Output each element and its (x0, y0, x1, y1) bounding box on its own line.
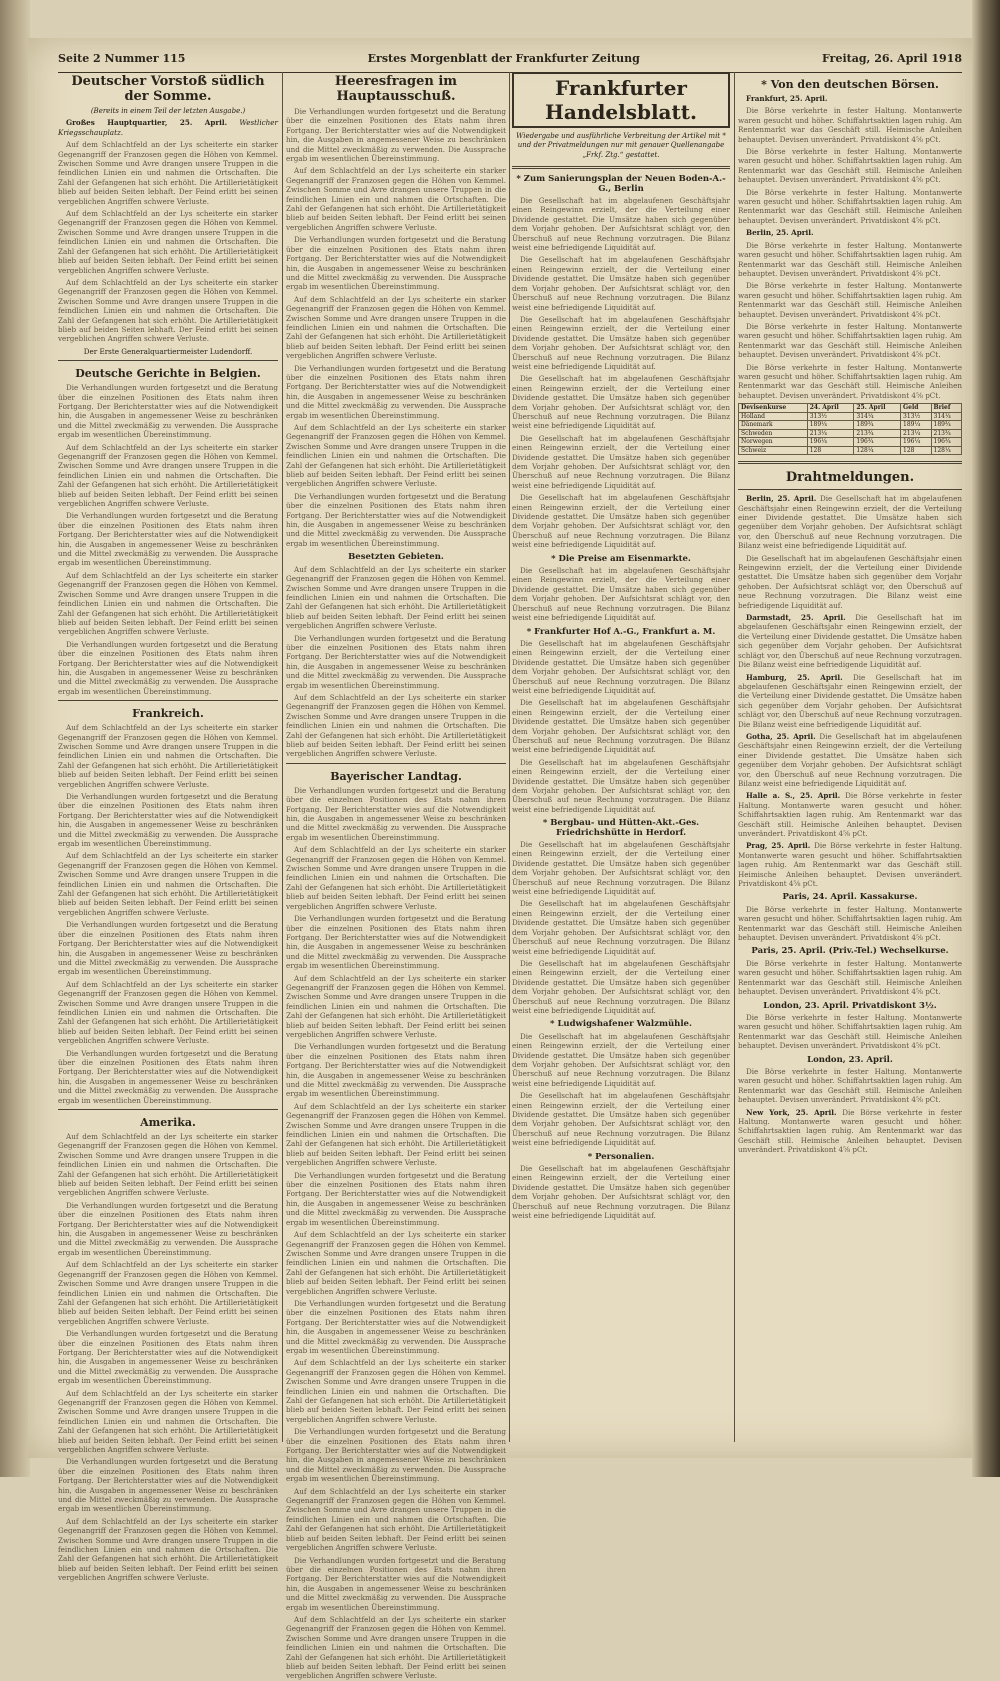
table-header-cell: Brief (931, 404, 962, 413)
article-body: Die Verhandlungen wurden fortgesetzt und die Beratung über die einzelnen Positionen des Etats nahm ihren Fortgang. Der Berichterstatter wies auf die Notwendigkeit hin, die Ausgaben in angemessener Weise zu beschränken und die Mittel zweckmäßig zu verwenden. Die Aussprache ergab im wesentlichen Übereinstimmung. (286, 1555, 506, 1612)
divider (738, 489, 962, 490)
divider (58, 700, 278, 701)
header-masthead: Erstes Morgenblatt der Frankfurter Zeitung (367, 52, 640, 65)
article-body: Auf dem Schlachtfeld an der Lys scheiterte ein starker Gegenangriff der Franzosen gegen die Höhen von Kemmel. Zwischen Somme und Avre drangen unsere Truppen in die feindlichen Linien ein und nahmen die Ortschaften. Die Zahl der Gefangenen hat sich erhöht. Die Artillerietätigkeit blieb auf beiden Seiten lebhaft. Der Feind erlitt bei seinen vergeblichen Angriffen schwere Verluste. (286, 423, 506, 489)
article-body: Die Gesellschaft hat im abgelaufenen Geschäftsjahr einen Reingewinn erzielt, der die Verteilung einer Dividende gestattet. Die Umsätze haben sich gegenüber dem Vorjahr gehoben. Der Aufsichtsrat schlägt vor, den Überschuß auf neue Rechnung vorzutragen. Die Bilanz weist eine befriedigende Liquidität auf. (512, 958, 730, 1015)
table-cell: 189¾ (854, 421, 901, 430)
article-body: Die Gesellschaft hat im abgelaufenen Geschäftsjahr einen Reingewinn erzielt, der die Verteilung einer Dividende gestattet. Die Umsätze haben sich gegenüber dem Vorjahr gehoben. Der Aufsichtsrat schlägt vor, den Überschuß auf neue Rechnung vorzutragen. Die Bilanz weist eine befriedigende Liquidität auf. (512, 840, 730, 897)
article-body: Die Gesellschaft hat im abgelaufenen Geschäftsjahr einen Reingewinn erzielt, der die Verteilung einer Dividende gestattet. Die Umsätze haben sich gegenüber dem Vorjahr gehoben. Der Aufsichtsrat schlägt vor, den Überschuß auf neue Rechnung vorzutragen. Die Bilanz weist eine befriedigende Liquidität auf. (512, 314, 730, 371)
wire-item: Halle a. S., 25. April. Die Börse verkehrte in fester Haltung. Montanwerte waren gesucht und höher. Schiffahrtsaktien lagen ruhig. Am Rentenmarkt war das Geschäft still. Heimische Anleihen behauptet. Devisen unverändert. Privatdiskont 4⅝ pCt. (738, 791, 962, 838)
article-body: Auf dem Schlachtfeld an der Lys scheiterte ein starker Gegenangriff der Franzosen gegen die Höhen von Kemmel. Zwischen Somme und Avre drangen unsere Truppen in die feindlichen Linien ein und nahmen die Ortschaften. Die Zahl der Gefangenen hat sich erhöht. Die Artillerietätigkeit blieb auf beiden Seiten lebhaft. Der Feind erlitt bei seinen vergeblichen Angriffen schwere Verluste. (286, 845, 506, 911)
column-4 (738, 72, 962, 1442)
table-cell: 314¼ (931, 412, 962, 421)
table-cell: 189¼ (807, 421, 854, 430)
table-row (739, 446, 962, 455)
article-body: Auf dem Schlachtfeld an der Lys scheiterte ein starker Gegenangriff der Franzosen gegen die Höhen von Kemmel. Zwischen Somme und Avre drangen unsere Truppen in die feindlichen Linien ein und nahmen die Ortschaften. Die Zahl der Gefangenen hat sich erhöht. Die Artillerietätigkeit blieb auf beiden Seiten lebhaft. Der Feind erlitt bei seinen vergeblichen Angriffen schwere Verluste. (286, 1230, 506, 1296)
article-body: Die Gesellschaft hat im abgelaufenen Geschäftsjahr einen Reingewinn erzielt, der die Verteilung einer Dividende gestattet. Die Umsätze haben sich gegenüber dem Vorjahr gehoben. Der Aufsichtsrat schlägt vor, den Überschuß auf neue Rechnung vorzutragen. Die Bilanz weist eine befriedigende Liquidität auf. (512, 899, 730, 956)
article-body: Die Gesellschaft hat im abgelaufenen Geschäftsjahr einen Reingewinn erzielt, der die Verteilung einer Dividende gestattet. Die Umsätze haben sich gegenüber dem Vorjahr gehoben. Der Aufsichtsrat schlägt vor, den Überschuß auf neue Rechnung vorzutragen. Die Bilanz weist eine befriedigende Liquidität auf. (738, 553, 962, 610)
article-body: Die Börse verkehrte in fester Haltung. Montanwerte waren gesucht und höher. Schiffahrtsaktien lagen ruhig. Am Rentenmarkt war das Geschäft still. Heimische Anleihen behauptet. Devisen unverändert. Privatdiskont 4⅝ pCt. (738, 187, 962, 225)
table-cell: 128¼ (854, 446, 901, 455)
item-heading: * Die Preise am Eisenmarkte. (551, 553, 691, 564)
section-headline: Drahtmeldungen. (785, 470, 915, 486)
article-body: Die Verhandlungen wurden fortgesetzt und die Beratung über die einzelnen Positionen des Etats nahm ihren Fortgang. Der Berichterstatter wies auf die Notwendigkeit hin, die Ausgaben in angemessener Weise zu beschränken und die Mittel zweckmäßig zu verwenden. Die Aussprache ergab im wesentlichen Übereinstimmung. (286, 235, 506, 292)
article-body: Die Gesellschaft hat im abgelaufenen Geschäftsjahr einen Reingewinn erzielt, der die Verteilung einer Dividende gestattet. Die Umsätze haben sich gegenüber dem Vorjahr gehoben. Der Aufsichtsrat schlägt vor, den Überschuß auf neue Rechnung vorzutragen. Die Bilanz weist eine befriedigende Liquidität auf. (512, 255, 730, 312)
wire-item: New York, 25. April. Die Börse verkehrte in fester Haltung. Montanwerte waren gesucht und höher. Schiffahrtsaktien lagen ruhig. Am Rentenmarkt war das Geschäft still. Heimische Anleihen behauptet. Devisen unverändert. Privatdiskont 4⅝ pCt. (738, 1107, 962, 1155)
article-body: Auf dem Schlachtfeld an der Lys scheiterte ein starker Gegenangriff der Franzosen gegen die Höhen von Kemmel. Zwischen Somme und Avre drangen unsere Truppen in die feindlichen Linien ein und nahmen die Ortschaften. Die Zahl der Gefangenen hat sich erhöht. Die Artillerietätigkeit blieb auf beiden Seiten lebhaft. Der Feind erlitt bei seinen vergeblichen Angriffen schwere Verluste. (58, 1260, 278, 1326)
table-cell: Schweden (739, 429, 808, 438)
table-header-row (739, 404, 962, 413)
wire-item: Darmstadt, 25. April. Die Gesellschaft hat im abgelaufenen Geschäftsjahr einen Reingewinn erzielt, der die Verteilung einer Dividende gestattet. Die Umsätze haben sich gegenüber dem Vorjahr gehoben. Der Aufsichtsrat schlägt vor, den Überschuß auf neue Rechnung vorzutragen. Die Bilanz weist eine befriedigende Liquidität auf. (738, 613, 962, 670)
article-body: Auf dem Schlachtfeld an der Lys scheiterte ein starker Gegenangriff der Franzosen gegen die Höhen von Kemmel. Zwischen Somme und Avre drangen unsere Truppen in die feindlichen Linien ein und nahmen die Ortschaften. Die Zahl der Gefangenen hat sich erhöht. Die Artillerietätigkeit blieb auf beiden Seiten lebhaft. Der Feind erlitt bei seinen vergeblichen Angriffen schwere Verluste. (58, 979, 278, 1046)
article-body: Die Börse verkehrte in fester Haltung. Montanwerte waren gesucht und höher. Schiffahrtsaktien lagen ruhig. Am Rentenmarkt war das Geschäft still. Heimische Anleihen behauptet. Devisen unverändert. Privatdiskont 4⅝ pCt. (738, 321, 962, 360)
divider (286, 763, 506, 764)
wire-item: Prag, 25. April. Die Börse verkehrte in fester Haltung. Montanwerte waren gesucht und höher. Schiffahrtsaktien lagen ruhig. Am Rentenmarkt war das Geschäft still. Heimische Anleihen behauptet. Devisen unverändert. Privatdiskont 4⅝ pCt. (738, 841, 962, 889)
section-subtitle: Wiedergabe und ausführliche Verbreitung der Artikel mit * und der Privatmeldungen nur mit genauer Quellenangabe „Frkf. Ztg.“ gestattet. (516, 132, 726, 159)
table-cell: 196¼ (901, 438, 931, 447)
article-body: Die Gesellschaft hat im abgelaufenen Geschäftsjahr einen Reingewinn erzielt, der die Verteilung einer Dividende gestattet. Die Umsätze haben sich gegenüber dem Vorjahr gehoben. Der Aufsichtsrat schlägt vor, den Überschuß auf neue Rechnung vorzutragen. Die Bilanz weist eine befriedigende Liquidität auf. (512, 698, 730, 755)
table-cell: 196¼ (807, 438, 854, 447)
article-body: Auf dem Schlachtfeld an der Lys scheiterte ein starker Gegenangriff der Franzosen gegen die Höhen von Kemmel. Zwischen Somme und Avre drangen unsere Truppen in die feindlichen Linien ein und nahmen die Ortschaften. Die Zahl der Gefangenen hat sich erhöht. Die Artillerietätigkeit blieb auf beiden Seiten lebhaft. Der Feind erlitt bei seinen vergeblichen Angriffen schwere Verluste. (58, 1388, 278, 1454)
table-cell: 196¾ (854, 438, 901, 447)
section-title: Frankfurter Handelsblatt. (512, 72, 730, 128)
item-heading: * Personalien. (587, 1151, 655, 1162)
article-headline: Deutsche Gerichte in Belgien. (75, 367, 261, 381)
table-row (739, 421, 962, 430)
column-2 (286, 72, 506, 1681)
article-body: Die Verhandlungen wurden fortgesetzt und die Beratung über die einzelnen Positionen des Etats nahm ihren Fortgang. Der Berichterstatter wies auf die Notwendigkeit hin, die Ausgaben in angemessener Weise zu beschränken und die Mittel zweckmäßig zu verwenden. Die Aussprache ergab im wesentlichen Übereinstimmung. (58, 639, 278, 696)
table-cell: 128¼ (931, 446, 962, 455)
table-cell: Holland (739, 412, 808, 421)
article-body: Die Verhandlungen wurden fortgesetzt und die Beratung über die einzelnen Positionen des Etats nahm ihren Fortgang. Der Berichterstatter wies auf die Notwendigkeit hin, die Ausgaben in angemessener Weise zu beschränken und die Mittel zweckmäßig zu verwenden. Die Aussprache ergab im wesentlichen Übereinstimmung. (58, 1329, 278, 1386)
article-body: Auf dem Schlachtfeld an der Lys scheiterte ein starker Gegenangriff der Franzosen gegen die Höhen von Kemmel. Zwischen Somme und Avre drangen unsere Truppen in die feindlichen Linien ein und nahmen die Ortschaften. Die Zahl der Gefangenen hat sich erhöht. Die Artillerietätigkeit blieb auf beiden Seiten lebhaft. Der Feind erlitt bei seinen vergeblichen Angriffen schwere Verluste. (286, 1358, 506, 1424)
article-body: Auf dem Schlachtfeld an der Lys scheiterte ein starker Gegenangriff der Franzosen gegen die Höhen von Kemmel. Zwischen Somme und Avre drangen unsere Truppen in die feindlichen Linien ein und nahmen die Ortschaften. Die Zahl der Gefangenen hat sich erhöht. Die Artillerietätigkeit blieb auf beiden Seiten lebhaft. Der Feind erlitt bei seinen vergeblichen Angriffen schwere Verluste. (58, 209, 278, 275)
article-body: Die Verhandlungen wurden fortgesetzt und die Beratung über die einzelnen Positionen des Etats nahm ihren Fortgang. Der Berichterstatter wies auf die Notwendigkeit hin, die Ausgaben in angemessener Weise zu beschränken und die Mittel zweckmäßig zu verwenden. Die Aussprache ergab im wesentlichen Übereinstimmung. (286, 785, 506, 842)
table-row (739, 438, 962, 447)
page-spine-left (0, 0, 30, 1477)
table-cell: Schweiz (739, 446, 808, 455)
article-body: Auf dem Schlachtfeld an der Lys scheiterte ein starker Gegenangriff der Franzosen gegen die Höhen von Kemmel. Zwischen Somme und Avre drangen unsere Truppen in die feindlichen Linien ein und nahmen die Ortschaften. Die Zahl der Gefangenen hat sich erhöht. Die Artillerietätigkeit blieb auf beiden Seiten lebhaft. Der Feind erlitt bei seinen vergeblichen Angriffen schwere Verluste. (58, 277, 278, 344)
article-body: Auf dem Schlachtfeld an der Lys scheiterte ein starker Gegenangriff der Franzosen gegen die Höhen von Kemmel. Zwischen Somme und Avre drangen unsere Truppen in die feindlichen Linien ein und nahmen die Ortschaften. Die Zahl der Gefangenen hat sich erhöht. Die Artillerietätigkeit blieb auf beiden Seiten lebhaft. Der Feind erlitt bei seinen vergeblichen Angriffen schwere Verluste. (286, 1486, 506, 1553)
article-body: Die Verhandlungen wurden fortgesetzt und die Beratung über die einzelnen Positionen des Etats nahm ihren Fortgang. Der Berichterstatter wies auf die Notwendigkeit hin, die Ausgaben in angemessener Weise zu beschränken und die Mittel zweckmäßig zu verwenden. Die Aussprache ergab im wesentlichen Übereinstimmung. (58, 1200, 278, 1257)
table-cell: 213¼ (901, 429, 931, 438)
dateline: Frankfurt, 25. April. (746, 94, 828, 103)
table-cell: 213¾ (854, 429, 901, 438)
article-body: Die Verhandlungen wurden fortgesetzt und die Beratung über die einzelnen Positionen des Etats nahm ihren Fortgang. Der Berichterstatter wies auf die Notwendigkeit hin, die Ausgaben in angemessener Weise zu beschränken und die Mittel zweckmäßig zu verwenden. Die Aussprache ergab im wesentlichen Übereinstimmung. (58, 920, 278, 977)
item-heading: * Frankfurter Hof A.-G., Frankfurt a. M. (526, 626, 716, 637)
section-subhead: Besetzten Gebieten. (348, 552, 444, 563)
column-rule (282, 72, 283, 1442)
divider (58, 1109, 278, 1110)
article-body: Die Verhandlungen wurden fortgesetzt und die Beratung über die einzelnen Positionen des Etats nahm ihren Fortgang. Der Berichterstatter wies auf die Notwendigkeit hin, die Ausgaben in angemessener Weise zu beschränken und die Mittel zweckmäßig zu verwenden. Die Aussprache ergab im wesentlichen Übereinstimmung. (58, 511, 278, 568)
table-cell: Norwegen (739, 438, 808, 447)
table-cell: 213¾ (931, 429, 962, 438)
table-header-cell: 24. April (807, 404, 854, 413)
article-body: Die Verhandlungen wurden fortgesetzt und die Beratung über die einzelnen Positionen des Etats nahm ihren Fortgang. Der Berichterstatter wies auf die Notwendigkeit hin, die Ausgaben in angemessener Weise zu beschränken und die Mittel zweckmäßig zu verwenden. Die Aussprache ergab im wesentlichen Übereinstimmung. (286, 1298, 506, 1355)
article-body: Die Verhandlungen wurden fortgesetzt und die Beratung über die einzelnen Positionen des Etats nahm ihren Fortgang. Der Berichterstatter wies auf die Notwendigkeit hin, die Ausgaben in angemessener Weise zu beschränken und die Mittel zweckmäßig zu verwenden. Die Aussprache ergab im wesentlichen Übereinstimmung. (286, 1170, 506, 1227)
article-body: Auf dem Schlachtfeld an der Lys scheiterte ein starker Gegenangriff der Franzosen gegen die Höhen von Kemmel. Zwischen Somme und Avre drangen unsere Truppen in die feindlichen Linien ein und nahmen die Ortschaften. Die Zahl der Gefangenen hat sich erhöht. Die Artillerietätigkeit blieb auf beiden Seiten lebhaft. Der Feind erlitt bei seinen vergeblichen Angriffen schwere Verluste. (286, 294, 506, 361)
article-body: Die Börse verkehrte in fester Haltung. Montanwerte waren gesucht und höher. Schiffahrtsaktien lagen ruhig. Am Rentenmarkt war das Geschäft still. Heimische Anleihen behauptet. Devisen unverändert. Privatdiskont 4⅝ pCt. (738, 904, 962, 943)
page-header (58, 52, 962, 73)
table-header-cell: 25. April (854, 404, 901, 413)
article-body: Auf dem Schlachtfeld an der Lys scheiterte ein starker Gegenangriff der Franzosen gegen die Höhen von Kemmel. Zwischen Somme und Avre drangen unsere Truppen in die feindlichen Linien ein und nahmen die Ortschaften. Die Zahl der Gefangenen hat sich erhöht. Die Artillerietätigkeit blieb auf beiden Seiten lebhaft. Der Feind erlitt bei seinen vergeblichen Angriffen schwere Verluste. (286, 1614, 506, 1681)
article-body: Die Verhandlungen wurden fortgesetzt und die Beratung über die einzelnen Positionen des Etats nahm ihren Fortgang. Der Berichterstatter wies auf die Notwendigkeit hin, die Ausgaben in angemessener Weise zu beschränken und die Mittel zweckmäßig zu verwenden. Die Aussprache ergab im wesentlichen Übereinstimmung. (286, 107, 506, 164)
table-cell: 213¼ (807, 429, 854, 438)
item-heading: * Zum Sanierungsplan der Neuen Boden-A.-G., Berlin (516, 174, 726, 194)
wire-item: Gotha, 25. April. Die Gesellschaft hat im abgelaufenen Geschäftsjahr einen Reingewinn erzielt, der die Verteilung einer Dividende gestattet. Die Umsätze haben sich gegenüber dem Vorjahr gehoben. Der Aufsichtsrat schlägt vor, den Überschuß auf neue Rechnung vorzutragen. Die Bilanz weist eine befriedigende Liquidität auf. (738, 731, 963, 788)
article-body: Die Börse verkehrte in fester Haltung. Montanwerte waren gesucht und höher. Schiffahrtsaktien lagen ruhig. Am Rentenmarkt war das Geschäft still. Heimische Anleihen behauptet. Devisen unverändert. Privatdiskont 4⅝ pCt. (738, 147, 962, 185)
signature: Der Erste Generalquartiermeister Ludendorff. (83, 346, 253, 356)
table-cell: 196¾ (931, 438, 962, 447)
article-body: Auf dem Schlachtfeld an der Lys scheiterte ein starker Gegenangriff der Franzosen gegen die Höhen von Kemmel. Zwischen Somme und Avre drangen unsere Truppen in die feindlichen Linien ein und nahmen die Ortschaften. Die Zahl der Gefangenen hat sich erhöht. Die Artillerietätigkeit blieb auf beiden Seiten lebhaft. Der Feind erlitt bei seinen vergeblichen Angriffen schwere Verluste. (58, 1132, 278, 1198)
article-headline: * Von den deutschen Börsen. (761, 78, 939, 91)
article-body: Auf dem Schlachtfeld an der Lys scheiterte ein starker Gegenangriff der Franzosen gegen die Höhen von Kemmel. Zwischen Somme und Avre drangen unsere Truppen in die feindlichen Linien ein und nahmen die Ortschaften. Die Zahl der Gefangenen hat sich erhöht. Die Artillerietätigkeit blieb auf beiden Seiten lebhaft. Der Feind erlitt bei seinen vergeblichen Angriffen schwere Verluste. (286, 564, 506, 631)
article-subline: (Bereits in einem Teil der letzten Ausgabe.) (90, 107, 246, 115)
page-spine-right (972, 0, 1000, 1477)
table-cell: 313½ (901, 412, 931, 421)
article-body: Die Verhandlungen wurden fortgesetzt und die Beratung über die einzelnen Positionen des Etats nahm ihren Fortgang. Der Berichterstatter wies auf die Notwendigkeit hin, die Ausgaben in angemessener Weise zu beschränken und die Mittel zweckmäßig zu verwenden. Die Aussprache ergab im wesentlichen Übereinstimmung. (286, 491, 506, 548)
market-heading: London, 23. April. Privatdiskont 3½. (763, 1000, 937, 1011)
article-body: Die Börse verkehrte in fester Haltung. Montanwerte waren gesucht und höher. Schiffahrtsaktien lagen ruhig. Am Rentenmarkt war das Geschäft still. Heimische Anleihen behauptet. Devisen unverändert. Privatdiskont 4⅝ pCt. (738, 106, 962, 144)
article-body: Die Gesellschaft hat im abgelaufenen Geschäftsjahr einen Reingewinn erzielt, der die Verteilung einer Dividende gestattet. Die Umsätze haben sich gegenüber dem Vorjahr gehoben. Der Aufsichtsrat schlägt vor, den Überschuß auf neue Rechnung vorzutragen. Die Bilanz weist eine befriedigende Liquidität auf. (512, 433, 730, 490)
article-body: Die Gesellschaft hat im abgelaufenen Geschäftsjahr einen Reingewinn erzielt, der die Verteilung einer Dividende gestattet. Die Umsätze haben sich gegenüber dem Vorjahr gehoben. Der Aufsichtsrat schlägt vor, den Überschuß auf neue Rechnung vorzutragen. Die Bilanz weist eine befriedigende Liquidität auf. (512, 566, 730, 623)
article-body: Die Gesellschaft hat im abgelaufenen Geschäftsjahr einen Reingewinn erzielt, der die Verteilung einer Dividende gestattet. Die Umsätze haben sich gegenüber dem Vorjahr gehoben. Der Aufsichtsrat schlägt vor, den Überschuß auf neue Rechnung vorzutragen. Die Bilanz weist eine befriedigende Liquidität auf. (512, 757, 730, 814)
table-row (739, 429, 962, 438)
divider (512, 166, 730, 169)
article-body: Auf dem Schlachtfeld an der Lys scheiterte ein starker Gegenangriff der Franzosen gegen die Höhen von Kemmel. Zwischen Somme und Avre drangen unsere Truppen in die feindlichen Linien ein und nahmen die Ortschaften. Die Zahl der Gefangenen hat sich erhöht. Die Artillerietätigkeit blieb auf beiden Seiten lebhaft. Der Feind erlitt bei seinen vergeblichen Angriffen schwere Verluste. (286, 166, 506, 232)
article-body: Auf dem Schlachtfeld an der Lys scheiterte ein starker Gegenangriff der Franzosen gegen die Höhen von Kemmel. Zwischen Somme und Avre drangen unsere Truppen in die feindlichen Linien ein und nahmen die Ortschaften. Die Zahl der Gefangenen hat sich erhöht. Die Artillerietätigkeit blieb auf beiden Seiten lebhaft. Der Feind erlitt bei seinen vergeblichen Angriffen schwere Verluste. (58, 723, 278, 789)
article-body: Die Börse verkehrte in fester Haltung. Montanwerte waren gesucht und höher. Schiffahrtsaktien lagen ruhig. Am Rentenmarkt war das Geschäft still. Heimische Anleihen behauptet. Devisen unverändert. Privatdiskont 4⅝ pCt. (738, 281, 962, 319)
article-headline: Heeresfragen im Hauptausschuß. (334, 74, 458, 104)
article-body: Die Verhandlungen wurden fortgesetzt und die Beratung über die einzelnen Positionen des Etats nahm ihren Fortgang. Der Berichterstatter wies auf die Notwendigkeit hin, die Ausgaben in angemessener Weise zu beschränken und die Mittel zweckmäßig zu verwenden. Die Aussprache ergab im wesentlichen Übereinstimmung. (286, 1042, 506, 1099)
table-header-cell: Geld (901, 404, 931, 413)
article-body: Die Börse verkehrte in fester Haltung. Montanwerte waren gesucht und höher. Schiffahrtsaktien lagen ruhig. Am Rentenmarkt war das Geschäft still. Heimische Anleihen behauptet. Devisen unverändert. Privatdiskont 4⅝ pCt. (738, 362, 962, 400)
header-page-number: Seite 2 Nummer 115 (58, 52, 186, 65)
article-body: Die Verhandlungen wurden fortgesetzt und die Beratung über die einzelnen Positionen des Etats nahm ihren Fortgang. Der Berichterstatter wies auf die Notwendigkeit hin, die Ausgaben in angemessener Weise zu beschränken und die Mittel zweckmäßig zu verwenden. Die Aussprache ergab im wesentlichen Übereinstimmung. (58, 1048, 278, 1105)
article-headline: Deutscher Vorstoß südlich der Somme. (71, 74, 265, 104)
dateline: Großes Hauptquartier, 25. April. Westlicher Kriegsschauplatz. (58, 118, 278, 137)
article-body: Die Gesellschaft hat im abgelaufenen Geschäftsjahr einen Reingewinn erzielt, der die Verteilung einer Dividende gestattet. Die Umsätze haben sich gegenüber dem Vorjahr gehoben. Der Aufsichtsrat schlägt vor, den Überschuß auf neue Rechnung vorzutragen. Die Bilanz weist eine befriedigende Liquidität auf. (512, 638, 730, 695)
table-row (739, 412, 962, 421)
market-heading: Paris, 25. April. (Priv.-Tel.) Wechselkurse. (751, 946, 949, 957)
article-body: Die Verhandlungen wurden fortgesetzt und die Beratung über die einzelnen Positionen des Etats nahm ihren Fortgang. Der Berichterstatter wies auf die Notwendigkeit hin, die Ausgaben in angemessener Weise zu beschränken und die Mittel zweckmäßig zu verwenden. Die Aussprache ergab im wesentlichen Übereinstimmung. (58, 792, 278, 849)
column-rule (509, 72, 510, 1442)
article-body: Auf dem Schlachtfeld an der Lys scheiterte ein starker Gegenangriff der Franzosen gegen die Höhen von Kemmel. Zwischen Somme und Avre drangen unsere Truppen in die feindlichen Linien ein und nahmen die Ortschaften. Die Zahl der Gefangenen hat sich erhöht. Die Artillerietätigkeit blieb auf beiden Seiten lebhaft. Der Feind erlitt bei seinen vergeblichen Angriffen schwere Verluste. (58, 1516, 278, 1583)
article-body: Die Verhandlungen wurden fortgesetzt und die Beratung über die einzelnen Positionen des Etats nahm ihren Fortgang. Der Berichterstatter wies auf die Notwendigkeit hin, die Ausgaben in angemessener Weise zu beschränken und die Mittel zweckmäßig zu verwenden. Die Aussprache ergab im wesentlichen Übereinstimmung. (58, 383, 278, 440)
article-body: Die Gesellschaft hat im abgelaufenen Geschäftsjahr einen Reingewinn erzielt, der die Verteilung einer Dividende gestattet. Die Umsätze haben sich gegenüber dem Vorjahr gehoben. Der Aufsichtsrat schlägt vor, den Überschuß auf neue Rechnung vorzutragen. Die Bilanz weist eine befriedigende Liquidität auf. (512, 1164, 730, 1221)
table-cell: 189¾ (931, 421, 962, 430)
table-cell: 314¼ (854, 412, 901, 421)
table-cell: Dänemark (739, 421, 808, 430)
wire-item: Berlin, 25. April. Die Gesellschaft hat im abgelaufenen Geschäftsjahr einen Reingewinn erzielt, der die Verteilung einer Dividende gestattet. Die Umsätze haben sich gegenüber dem Vorjahr gehoben. Der Aufsichtsrat schlägt vor, den Überschuß auf neue Rechnung vorzutragen. Die Bilanz weist eine befriedigende Liquidität auf. (738, 494, 962, 551)
article-body: Die Gesellschaft hat im abgelaufenen Geschäftsjahr einen Reingewinn erzielt, der die Verteilung einer Dividende gestattet. Die Umsätze haben sich gegenüber dem Vorjahr gehoben. Der Aufsichtsrat schlägt vor, den Überschuß auf neue Rechnung vorzutragen. Die Bilanz weist eine befriedigende Liquidität auf. (512, 1031, 730, 1088)
article-body: Die Verhandlungen wurden fortgesetzt und die Beratung über die einzelnen Positionen des Etats nahm ihren Fortgang. Der Berichterstatter wies auf die Notwendigkeit hin, die Ausgaben in angemessener Weise zu beschränken und die Mittel zweckmäßig zu verwenden. Die Aussprache ergab im wesentlichen Übereinstimmung. (286, 633, 506, 690)
column-3 (512, 72, 730, 1442)
article-body: Auf dem Schlachtfeld an der Lys scheiterte ein starker Gegenangriff der Franzosen gegen die Höhen von Kemmel. Zwischen Somme und Avre drangen unsere Truppen in die feindlichen Linien ein und nahmen die Ortschaften. Die Zahl der Gefangenen hat sich erhöht. Die Artillerietätigkeit blieb auf beiden Seiten lebhaft. Der Feind erlitt bei seinen vergeblichen Angriffen schwere Verluste. (286, 692, 506, 759)
article-body: Die Gesellschaft hat im abgelaufenen Geschäftsjahr einen Reingewinn erzielt, der die Verteilung einer Dividende gestattet. Die Umsätze haben sich gegenüber dem Vorjahr gehoben. Der Aufsichtsrat schlägt vor, den Überschuß auf neue Rechnung vorzutragen. Die Bilanz weist eine befriedigende Liquidität auf. (512, 1091, 730, 1148)
market-heading: London, 23. April. (807, 1054, 893, 1065)
article-body: Die Verhandlungen wurden fortgesetzt und die Beratung über die einzelnen Positionen des Etats nahm ihren Fortgang. Der Berichterstatter wies auf die Notwendigkeit hin, die Ausgaben in angemessener Weise zu beschränken und die Mittel zweckmäßig zu verwenden. Die Aussprache ergab im wesentlichen Übereinstimmung. (286, 363, 506, 420)
item-heading: * Bergbau- und Hütten-Akt.-Ges. Friedrichshütte in Herdorf. (542, 818, 700, 838)
column-rule (734, 72, 735, 1442)
table-cell: 189¼ (901, 421, 931, 430)
article-body: Die Gesellschaft hat im abgelaufenen Geschäftsjahr einen Reingewinn erzielt, der die Verteilung einer Dividende gestattet. Die Umsätze haben sich gegenüber dem Vorjahr gehoben. Der Aufsichtsrat schlägt vor, den Überschuß auf neue Rechnung vorzutragen. Die Bilanz weist eine befriedigende Liquidität auf. (512, 493, 730, 550)
article-body: Auf dem Schlachtfeld an der Lys scheiterte ein starker Gegenangriff der Franzosen gegen die Höhen von Kemmel. Zwischen Somme und Avre drangen unsere Truppen in die feindlichen Linien ein und nahmen die Ortschaften. Die Zahl der Gefangenen hat sich erhöht. Die Artillerietätigkeit blieb auf beiden Seiten lebhaft. Der Feind erlitt bei seinen vergeblichen Angriffen schwere Verluste. (286, 973, 506, 1039)
article-headline: Frankreich. (132, 707, 204, 721)
article-headline: Bayerischer Landtag. (330, 769, 462, 783)
table-cell: 128 (807, 446, 854, 455)
article-body: Die Börse verkehrte in fester Haltung. Montanwerte waren gesucht und höher. Schiffahrtsaktien lagen ruhig. Am Rentenmarkt war das Geschäft still. Heimische Anleihen behauptet. Devisen unverändert. Privatdiskont 4⅝ pCt. (738, 1012, 962, 1051)
article-body: Auf dem Schlachtfeld an der Lys scheiterte ein starker Gegenangriff der Franzosen gegen die Höhen von Kemmel. Zwischen Somme und Avre drangen unsere Truppen in die feindlichen Linien ein und nahmen die Ortschaften. Die Zahl der Gefangenen hat sich erhöht. Die Artillerietätigkeit blieb auf beiden Seiten lebhaft. Der Feind erlitt bei seinen vergeblichen Angriffen schwere Verluste. (286, 1101, 506, 1168)
table-cell: 313½ (807, 412, 854, 421)
article-body: Die Börse verkehrte in fester Haltung. Montanwerte waren gesucht und höher. Schiffahrtsaktien lagen ruhig. Am Rentenmarkt war das Geschäft still. Heimische Anleihen behauptet. Devisen unverändert. Privatdiskont 4⅝ pCt. (738, 240, 962, 278)
article-body: Auf dem Schlachtfeld an der Lys scheiterte ein starker Gegenangriff der Franzosen gegen die Höhen von Kemmel. Zwischen Somme und Avre drangen unsere Truppen in die feindlichen Linien ein und nahmen die Ortschaften. Die Zahl der Gefangenen hat sich erhöht. Die Artillerietätigkeit blieb auf beiden Seiten lebhaft. Der Feind erlitt bei seinen vergeblichen Angriffen schwere Verluste. (58, 851, 278, 917)
article-body: Die Gesellschaft hat im abgelaufenen Geschäftsjahr einen Reingewinn erzielt, der die Verteilung einer Dividende gestattet. Die Umsätze haben sich gegenüber dem Vorjahr gehoben. Der Aufsichtsrat schlägt vor, den Überschuß auf neue Rechnung vorzutragen. Die Bilanz weist eine befriedigende Liquidität auf. (512, 196, 730, 253)
article-body: Auf dem Schlachtfeld an der Lys scheiterte ein starker Gegenangriff der Franzosen gegen die Höhen von Kemmel. Zwischen Somme und Avre drangen unsere Truppen in die feindlichen Linien ein und nahmen die Ortschaften. Die Zahl der Gefangenen hat sich erhöht. Die Artillerietätigkeit blieb auf beiden Seiten lebhaft. Der Feind erlitt bei seinen vergeblichen Angriffen schwere Verluste. (58, 140, 278, 206)
table-header-cell: Devisenkurse (739, 404, 808, 413)
article-body: Die Börse verkehrte in fester Haltung. Montanwerte waren gesucht und höher. Schiffahrtsaktien lagen ruhig. Am Rentenmarkt war das Geschäft still. Heimische Anleihen behauptet. Devisen unverändert. Privatdiskont 4⅝ pCt. (738, 958, 962, 997)
exchange-rate-table (738, 403, 962, 455)
market-heading: Paris, 24. April. Kassakurse. (782, 892, 918, 903)
article-body: Auf dem Schlachtfeld an der Lys scheiterte ein starker Gegenangriff der Franzosen gegen die Höhen von Kemmel. Zwischen Somme und Avre drangen unsere Truppen in die feindlichen Linien ein und nahmen die Ortschaften. Die Zahl der Gefangenen hat sich erhöht. Die Artillerietätigkeit blieb auf beiden Seiten lebhaft. Der Feind erlitt bei seinen vergeblichen Angriffen schwere Verluste. (58, 570, 278, 637)
header-date: Freitag, 26. April 1918 (822, 52, 962, 65)
article-body: Die Börse verkehrte in fester Haltung. Montanwerte waren gesucht und höher. Schiffahrtsaktien lagen ruhig. Am Rentenmarkt war das Geschäft still. Heimische Anleihen behauptet. Devisen unverändert. Privatdiskont 4⅝ pCt. (738, 1066, 962, 1105)
column-1 (58, 72, 278, 1583)
article-body: Die Verhandlungen wurden fortgesetzt und die Beratung über die einzelnen Positionen des Etats nahm ihren Fortgang. Der Berichterstatter wies auf die Notwendigkeit hin, die Ausgaben in angemessener Weise zu beschränken und die Mittel zweckmäßig zu verwenden. Die Aussprache ergab im wesentlichen Übereinstimmung. (286, 914, 506, 971)
table-cell: 128 (901, 446, 931, 455)
divider (58, 360, 278, 361)
wire-item: Hamburg, 25. April. Die Gesellschaft hat im abgelaufenen Geschäftsjahr einen Reingewinn erzielt, der die Verteilung einer Dividende gestattet. Die Umsätze haben sich gegenüber dem Vorjahr gehoben. Der Aufsichtsrat schlägt vor, den Überschuß auf neue Rechnung vorzutragen. Die Bilanz weist eine befriedigende Liquidität auf. (738, 672, 962, 729)
article-body: Die Verhandlungen wurden fortgesetzt und die Beratung über die einzelnen Positionen des Etats nahm ihren Fortgang. Der Berichterstatter wies auf die Notwendigkeit hin, die Ausgaben in angemessener Weise zu beschränken und die Mittel zweckmäßig zu verwenden. Die Aussprache ergab im wesentlichen Übereinstimmung. (286, 1427, 506, 1484)
article-headline: Amerika. (140, 1116, 196, 1129)
article-body: Die Gesellschaft hat im abgelaufenen Geschäftsjahr einen Reingewinn erzielt, der die Verteilung einer Dividende gestattet. Die Umsätze haben sich gegenüber dem Vorjahr gehoben. Der Aufsichtsrat schlägt vor, den Überschuß auf neue Rechnung vorzutragen. Die Bilanz weist eine befriedigende Liquidität auf. (512, 374, 730, 431)
item-heading: * Ludwigshafener Walzmühle. (550, 1019, 692, 1030)
dateline: Berlin, 25. April. (746, 228, 814, 238)
article-body: Die Verhandlungen wurden fortgesetzt und die Beratung über die einzelnen Positionen des Etats nahm ihren Fortgang. Der Berichterstatter wies auf die Notwendigkeit hin, die Ausgaben in angemessener Weise zu beschränken und die Mittel zweckmäßig zu verwenden. Die Aussprache ergab im wesentlichen Übereinstimmung. (58, 1457, 278, 1514)
divider (738, 461, 962, 464)
article-body: Auf dem Schlachtfeld an der Lys scheiterte ein starker Gegenangriff der Franzosen gegen die Höhen von Kemmel. Zwischen Somme und Avre drangen unsere Truppen in die feindlichen Linien ein und nahmen die Ortschaften. Die Zahl der Gefangenen hat sich erhöht. Die Artillerietätigkeit blieb auf beiden Seiten lebhaft. Der Feind erlitt bei seinen vergeblichen Angriffen schwere Verluste. (58, 442, 278, 509)
